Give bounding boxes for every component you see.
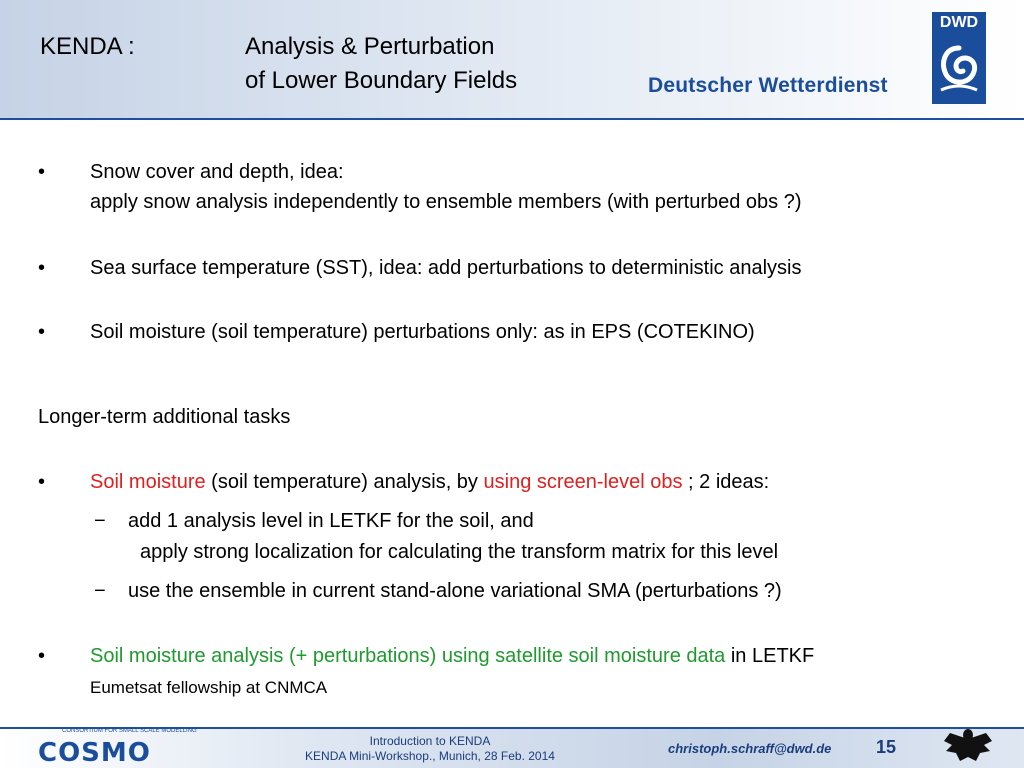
dwd-logo-text: DWD (939, 14, 979, 31)
footer-talk-title: Introduction to KENDA (369, 734, 491, 748)
bullet-marker: • (38, 645, 46, 667)
dwd-logo (932, 12, 986, 104)
idea1-line1: add 1 analysis level in LETKF for the soil, and (128, 510, 534, 532)
bullet-snow-line2: apply snow analysis independently to ensemble members (with perturbed obs ?) (90, 191, 802, 213)
task-satellite-soil-moisture (90, 645, 814, 668)
bullet-marker: • (38, 321, 46, 343)
footer-event-info (200, 734, 660, 764)
bullet-marker: • (38, 257, 46, 279)
slide-title-line2: of Lower Boundary Fields (245, 67, 518, 94)
dash-marker: − (94, 580, 106, 602)
cosmo-tagline: CONSORTIUM FOR SMALL SCALE MODELLING (62, 728, 197, 734)
highlight-screen-level-obs: using screen-level obs (483, 471, 683, 493)
eumetsat-note: Eumetsat fellowship at CNMCA (90, 678, 328, 697)
slide-title-line1: Analysis & Perturbation (245, 33, 495, 60)
footer-event: KENDA Mini-Workshop., Munich, 28 Feb. 2014 (305, 749, 555, 763)
slide-header (0, 0, 1024, 118)
task-soil-moisture-analysis (90, 471, 769, 494)
task2-tail: in LETKF (725, 645, 815, 667)
bullet-sst: Sea surface temperature (SST), idea: add perturbations to deterministic analysis (90, 257, 802, 279)
idea1-line2: apply strong localization for calculating the transform matrix for this level (140, 541, 779, 563)
org-name: Deutscher Wetterdienst (648, 74, 888, 97)
idea2: use the ensemble in current stand-alone variational SMA (perturbations ?) (128, 580, 782, 602)
bullet-marker: • (38, 161, 46, 183)
bullet-marker: • (38, 471, 46, 493)
bullet-soil-moisture-perturbations: Soil moisture (soil temperature) perturbations only: as in EPS (COTEKINO) (90, 321, 755, 343)
task-text-tail: ; 2 ideas: (682, 471, 770, 493)
highlight-satellite-analysis: Soil moisture analysis (+ perturbations) using satellite soil moisture data (90, 645, 726, 667)
cosmo-logo: COSMO (38, 738, 151, 768)
federal-eagle-icon (940, 727, 996, 767)
dash-marker: − (94, 510, 106, 532)
section-title: Longer-term additional tasks (38, 406, 291, 428)
header-divider (0, 118, 1024, 120)
page-number: 15 (876, 737, 897, 757)
title-label: KENDA : (40, 33, 135, 60)
highlight-soil-moisture: Soil moisture (90, 471, 206, 493)
author-email: christoph.schraff@dwd.de (668, 741, 832, 756)
swirl-icon (937, 40, 981, 98)
task-text-mid: (soil temperature) analysis, by (205, 471, 484, 493)
bullet-snow-line1: Snow cover and depth, idea: (90, 161, 344, 183)
